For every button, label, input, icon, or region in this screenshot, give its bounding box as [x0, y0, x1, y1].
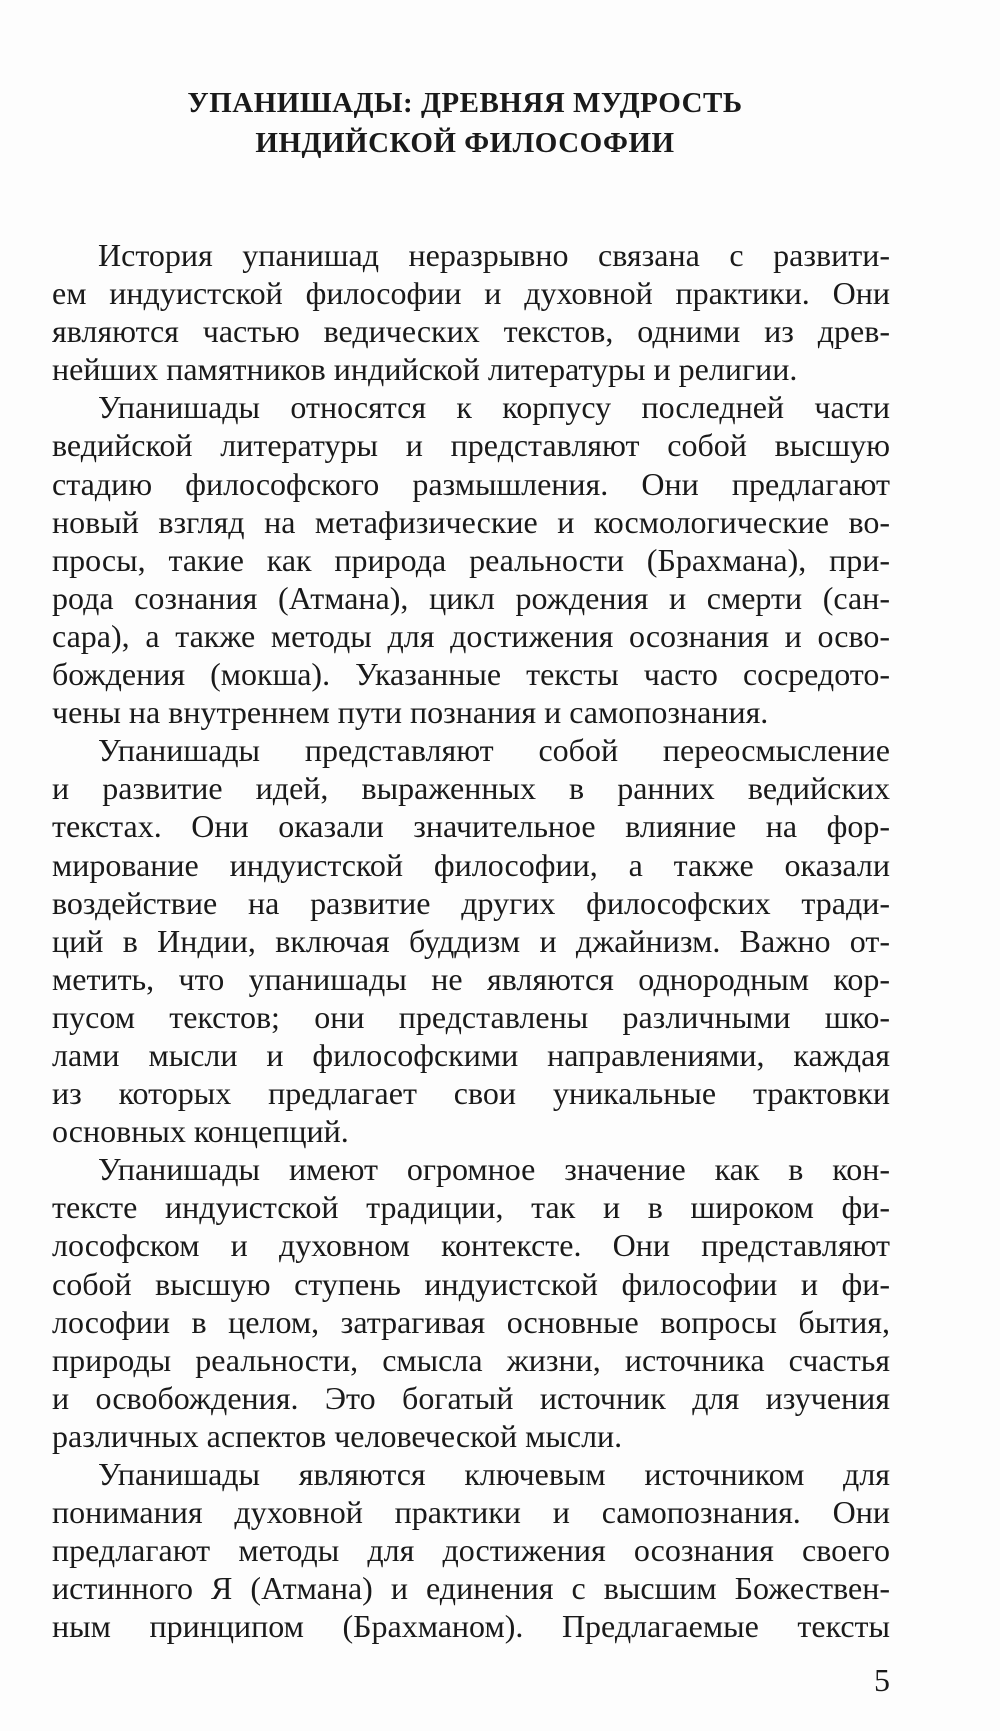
- text-line: нейших памятников индийской литературы и религии.: [52, 351, 798, 388]
- text-line: бождения (мокша). Указанные тексты часто сосредото-: [52, 656, 890, 693]
- text-line: метить, что упанишады не являются однородным кор-: [52, 960, 890, 997]
- text-line: из которых предлагает свои уникальные трактовки: [52, 1075, 890, 1112]
- text-line: собой высшую ступень индуистской философии и фи-: [52, 1265, 890, 1302]
- text-line: предлагают методы для достижения осознания своего: [52, 1532, 890, 1569]
- text-line: природы реальности, смысла жизни, источника счастья: [52, 1341, 890, 1378]
- paragraph: [52, 236, 890, 388]
- text-line: просы, такие как природа реальности (Брахмана), при-: [52, 541, 890, 578]
- text-line: основных концепций.: [52, 1113, 349, 1150]
- text-line: стадию философского размышления. Они предлагают: [52, 465, 890, 502]
- chapter-title-line-2: ИНДИЙСКОЙ ФИЛОСОФИИ: [255, 127, 675, 159]
- chapter-title-line-1: УПАНИШАДЫ: ДРЕВНЯЯ МУДРОСТЬ: [187, 87, 743, 119]
- text-line: чены на внутреннем пути познания и самопознания.: [52, 694, 769, 731]
- text-line: ем индуистской философии и духовной практики. Они: [52, 275, 890, 312]
- text-line: тексте индуистской традиции, так и в широком фи-: [52, 1189, 890, 1226]
- text-line: различных аспектов человеческой мысли.: [52, 1417, 623, 1454]
- text-line: Упанишады имеют огромное значение как в кон-: [98, 1151, 890, 1188]
- text-line: новый взгляд на метафизические и космологические во-: [52, 503, 890, 540]
- text-line: Упанишады относятся к корпусу последней части: [98, 389, 890, 426]
- text-line: и освобождения. Это богатый источник для изучения: [52, 1379, 890, 1416]
- page-number: 5: [874, 1662, 890, 1698]
- text-line: понимания духовной практики и самопознания. Они: [52, 1494, 890, 1531]
- paragraph: [52, 388, 890, 731]
- text-line: История упанишад неразрывно связана с развити-: [98, 237, 890, 273]
- text-line: воздействие на развитие других философских тради-: [52, 884, 890, 921]
- text-line: Упанишады представляют собой переосмысление: [98, 732, 890, 769]
- body-text: [52, 236, 890, 1645]
- text-line: лами мысли и философскими направлениями, каждая: [52, 1036, 890, 1073]
- text-line: являются частью ведических текстов, одними из древ-: [52, 313, 890, 350]
- text-line: текстах. Они оказали значительное влияние на фор-: [52, 808, 890, 845]
- paragraph: [52, 1455, 890, 1645]
- paragraph: [52, 1150, 890, 1455]
- text-line: ным принципом (Брахманом). Предлагаемые тексты: [52, 1608, 890, 1645]
- text-line: пусом текстов; они представлены различными шко-: [52, 998, 890, 1035]
- text-line: сара), а также методы для достижения осознания и осво-: [52, 617, 890, 654]
- text-line: лософии в целом, затрагивая основные вопросы бытия,: [52, 1303, 890, 1340]
- text-line: Упанишады являются ключевым источником для: [98, 1456, 890, 1492]
- paragraph: [52, 731, 890, 1150]
- text-line: рода сознания (Атмана), цикл рождения и смерти (сан-: [52, 579, 890, 616]
- text-line: лософском и духовном контексте. Они представляют: [52, 1227, 890, 1264]
- text-line: истинного Я (Атмана) и единения с высшим Божествен-: [52, 1570, 890, 1607]
- text-line: и развитие идей, выраженных в ранних ведийских: [52, 770, 890, 807]
- chapter-title: [0, 83, 930, 163]
- text-line: ведийской литературы и представляют собой высшую: [52, 427, 890, 464]
- text-line: мирование индуистской философии, а также оказали: [52, 846, 890, 883]
- text-line: ций в Индии, включая буддизм и джайнизм. Важно от-: [52, 922, 890, 959]
